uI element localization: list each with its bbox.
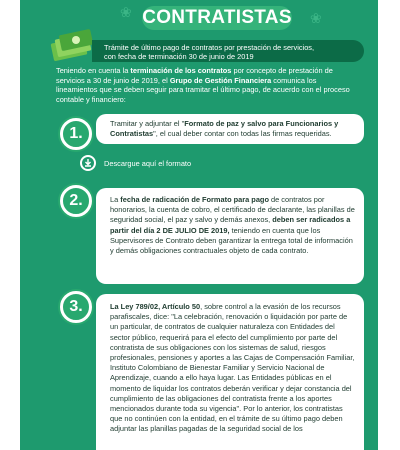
step-number-1: 1.: [60, 118, 92, 150]
step-bold: La Ley 789/02, Artículo 50: [110, 302, 201, 311]
intro-paragraph: [56, 66, 356, 104]
intro-text: por concepto de prestación de servicios a 30 de junio de 2019, el: [56, 66, 333, 85]
download-icon[interactable]: [80, 155, 96, 171]
step-text: teniendo en cuenta que los Supervisores de Contrato deben garantizar la entrega total de información y demás obligaciones contractuales objeto de cada contrato.: [110, 225, 353, 256]
newsletter-page: [20, 0, 378, 450]
step-number-3: 3.: [60, 291, 92, 323]
intro-banner: [92, 40, 364, 62]
download-label[interactable]: Descargue aquí el formato: [104, 158, 192, 168]
step-text: , sobre control a la evasión de los recursos parafiscales, dice: "La celebración, renovación o liquidación por parte de un particular, de contratos de cualquier naturaleza con Entidades del sector público, requerirá para el efecto del cumplimiento por parte del contratista de sus obligaciones con los sistemas de salud, riesgos profesionales, pensiones y aportes a las Cajas de Compensación Familiar, Instituto Colombiano de Bienestar Familiar y Servicio Nacional de Aprendizaje, cuando a ello haya lugar. Las Entidades públicas en el momento de liquidar los contratos deberán verificar y dejar constancia del cumplimiento de las obligaciones del contratista frente a los aportes mencionados durante toda su vigencia". Por lo anterior, los contratistas que no continúen con la entidad, en el trámite de su último pago deben adjuntar las planillas pagadas de la seguridad social de los: [110, 302, 355, 434]
intro-bold: terminación de los contratos: [130, 66, 232, 75]
intro-text: Teniendo en cuenta la: [56, 66, 131, 75]
banner-line-2: con fecha de terminación 30 de junio de 2019: [104, 52, 254, 61]
step-text: Tramitar y adjuntar el ": [110, 119, 185, 128]
coin-decoration-icon: ❀: [120, 4, 132, 20]
step-card-2: [96, 188, 364, 284]
intro-text: comunica los lineamientos que se deben seguir para tramitar el último pago, de acuerdo con el proceso contable y financiero:: [56, 75, 350, 104]
step-text: La: [110, 195, 121, 204]
step-text: de contratos por honorarios, la cuenta de cobro, el certificado de declarante, las planillas de seguridad social, el paz y salvo y demás anexos,: [110, 195, 355, 225]
step-card-3: [96, 294, 364, 450]
intro-bold: Grupo de Gestión Financiera: [169, 75, 272, 85]
banner-line-1: Trámite de último pago de contratos por prestación de servicios,: [104, 43, 315, 52]
step-text: ", el cual deber contar con todas las firmas requeridas.: [153, 129, 332, 139]
step-bold: fecha de radicación de Formato para pago: [120, 195, 269, 204]
step-bold: deben ser radicados a partir del día 2 DE JULIO DE 2019,: [110, 215, 351, 235]
money-stack-icon: [50, 26, 94, 62]
download-format-link[interactable]: [80, 154, 191, 172]
step-bold: Formato de paz y salvo para Funcionarios y Contratistas: [110, 119, 339, 139]
step-number-2: 2.: [60, 185, 92, 217]
step-card-1: [96, 114, 364, 144]
page-title: CONTRATISTAS: [142, 7, 292, 28]
coin-decoration-icon: ❀: [310, 10, 322, 26]
